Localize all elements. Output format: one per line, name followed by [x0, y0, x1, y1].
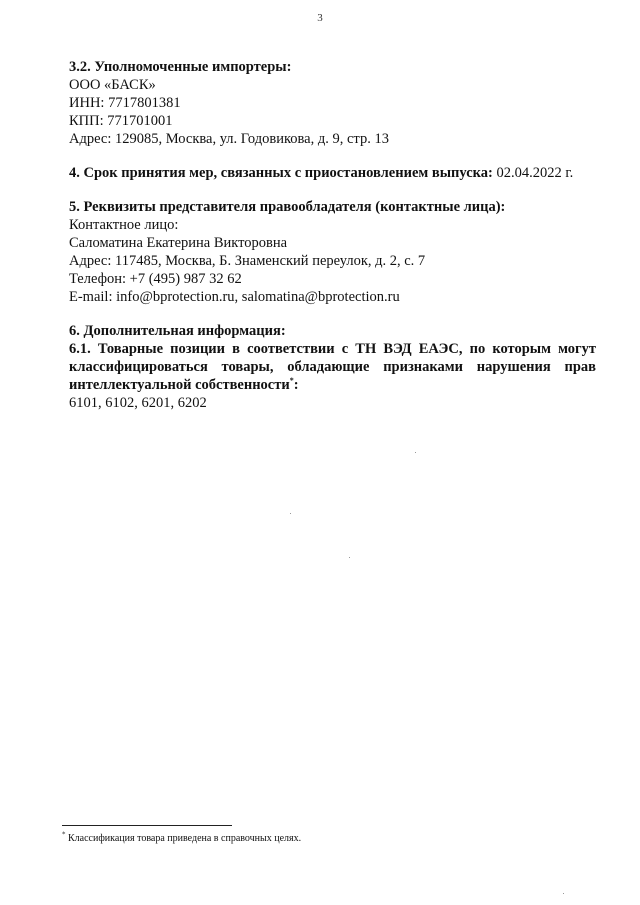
scan-speck [290, 513, 291, 514]
contact-address: Адрес: 117485, Москва, Б. Знаменский переулок, д. 2, с. 7 [69, 253, 426, 269]
scan-speck [349, 557, 350, 558]
representative-heading: 5. Реквизиты представителя правообладателя (контактные лица): [69, 199, 506, 215]
term-line [69, 164, 596, 182]
importer-kpp: КПП: 771701001 [69, 113, 173, 129]
term-section [69, 164, 596, 182]
subheading-colon: : [293, 377, 299, 393]
importer-inn: ИНН: 7717801381 [69, 95, 181, 111]
importer-address: Адрес: 129085, Москва, ул. Годовикова, д. 9, стр. 13 [69, 131, 389, 147]
scan-speck [415, 452, 416, 453]
page-number: 3 [317, 12, 323, 24]
tnved-codes: 6101, 6102, 6201, 6202 [69, 395, 207, 411]
footnote-text: Классификация товара приведена в справочных целях. [68, 833, 302, 844]
contact-name: Саломатина Екатерина Викторовна [69, 235, 288, 251]
scan-speck [563, 893, 564, 894]
contact-label: Контактное лицо: [69, 217, 179, 233]
additional-heading: 6. Дополнительная информация: [69, 323, 286, 339]
term-heading: 4. Срок принятия мер, связанных с приостановлением выпуска: [69, 165, 493, 181]
contact-phone: Телефон: +7 (495) 987 32 62 [69, 271, 242, 287]
representative-section [69, 198, 596, 306]
document-body [69, 58, 596, 428]
additional-section [69, 322, 596, 412]
importer-company: ООО «БАСК» [69, 77, 156, 93]
importers-section [69, 58, 596, 148]
subheading-text: 6.1. Товарные позиции в соответствии с ТН ВЭД ЕАЭС, по которым могут классифицироваться товары, обладающие признаками нарушения прав интеллектуальной собственности [69, 341, 596, 393]
footnote [62, 830, 592, 845]
contact-email: E-mail: info@bprotection.ru, salomatina@bprotection.ru [69, 289, 400, 305]
importers-heading: 3.2. Уполномоченные импортеры: [69, 59, 292, 75]
footnote-divider [62, 825, 232, 826]
term-value: 02.04.2022 г. [496, 165, 574, 181]
footnote-ref: * [289, 376, 294, 386]
additional-subheading [69, 340, 596, 394]
footnote-marker: * [62, 830, 66, 839]
